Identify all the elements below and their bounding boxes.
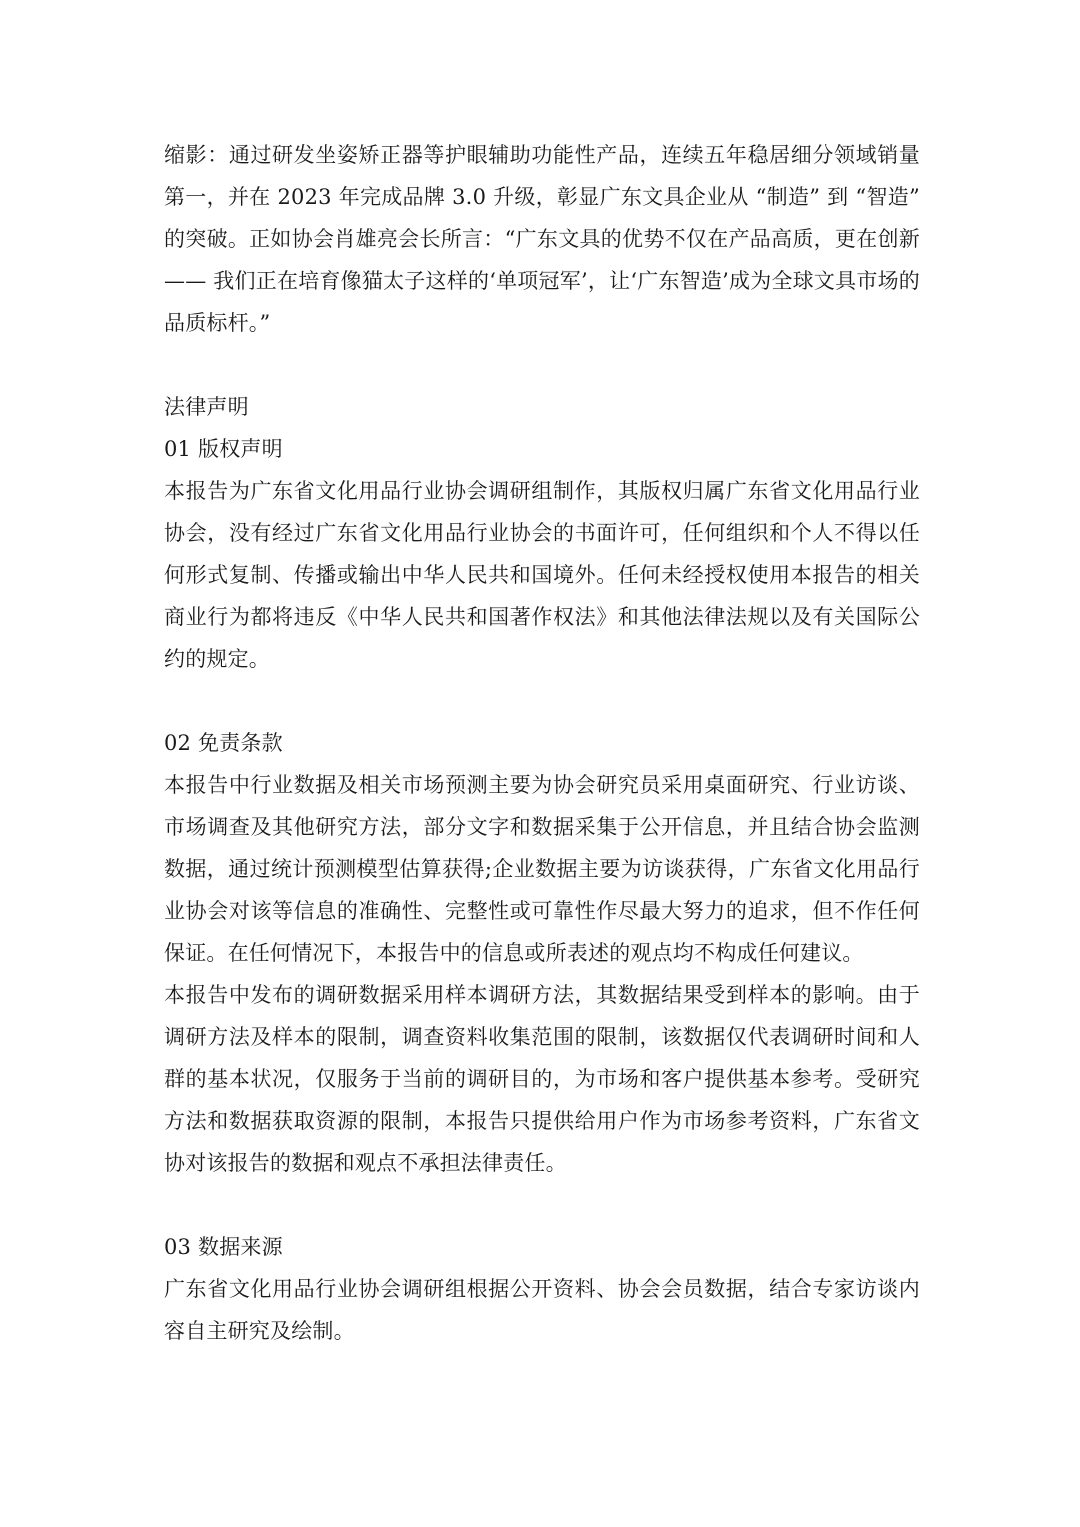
document-body [164,134,920,1352]
data-source-heading: 03 数据来源 [164,1235,283,1259]
disclaimer-heading: 02 免责条款 [164,731,283,755]
section-spacer [164,1184,920,1226]
intro-paragraph: 缩影：通过研发坐姿矫正器等护眼辅助功能性产品，连续五年稳居细分领域销量第一，并在 2023 年完成品牌 3.0 升级，彰显广东文具企业从 “制造” 到 “智造” 的突破。正如协会肖雄亮会长所言：“广东文具的优势不仅在产品高质，更在创新 —— 我们正在培育像猫太子这样的‘单项冠军’，让‘广东智造’成为全球文具市场的品质标杆。” [164,143,920,335]
legal-notice-title: 法律声明 [164,395,249,419]
copyright-heading: 01 版权声明 [164,437,283,461]
section-spacer [164,680,920,722]
disclaimer-paragraph-1: 本报告中行业数据及相关市场预测主要为协会研究员采用桌面研究、行业访谈、市场调查及其他研究方法，部分文字和数据采集于公开信息，并且结合协会监测数据，通过统计预测模型估算获得;企业数据主要为访谈获得，广东省文化用品行业协会对该等信息的准确性、完整性或可靠性作尽最大努力的追求，但不作任何保证。在任何情况下，本报告中的信息或所表述的观点均不构成任何建议。 [164,773,920,965]
copyright-paragraph: 本报告为广东省文化用品行业协会调研组制作，其版权归属广东省文化用品行业协会，没有经过广东省文化用品行业协会的书面许可，任何组织和个人不得以任何形式复制、传播或输出中华人民共和国境外。任何未经授权使用本报告的相关商业行为都将违反《中华人民共和国著作权法》和其他法律法规以及有关国际公约的规定。 [164,479,920,671]
disclaimer-paragraph-2: 本报告中发布的调研数据采用样本调研方法，其数据结果受到样本的影响。由于调研方法及样本的限制，调查资料收集范围的限制，该数据仅代表调研时间和人群的基本状况，仅服务于当前的调研目的，为市场和客户提供基本参考。受研究方法和数据获取资源的限制，本报告只提供给用户作为市场参考资料，广东省文协对该报告的数据和观点不承担法律责任。 [164,983,920,1175]
section-spacer [164,344,920,386]
data-source-paragraph: 广东省文化用品行业协会调研组根据公开资料、协会会员数据，结合专家访谈内容自主研究及绘制。 [164,1277,920,1343]
